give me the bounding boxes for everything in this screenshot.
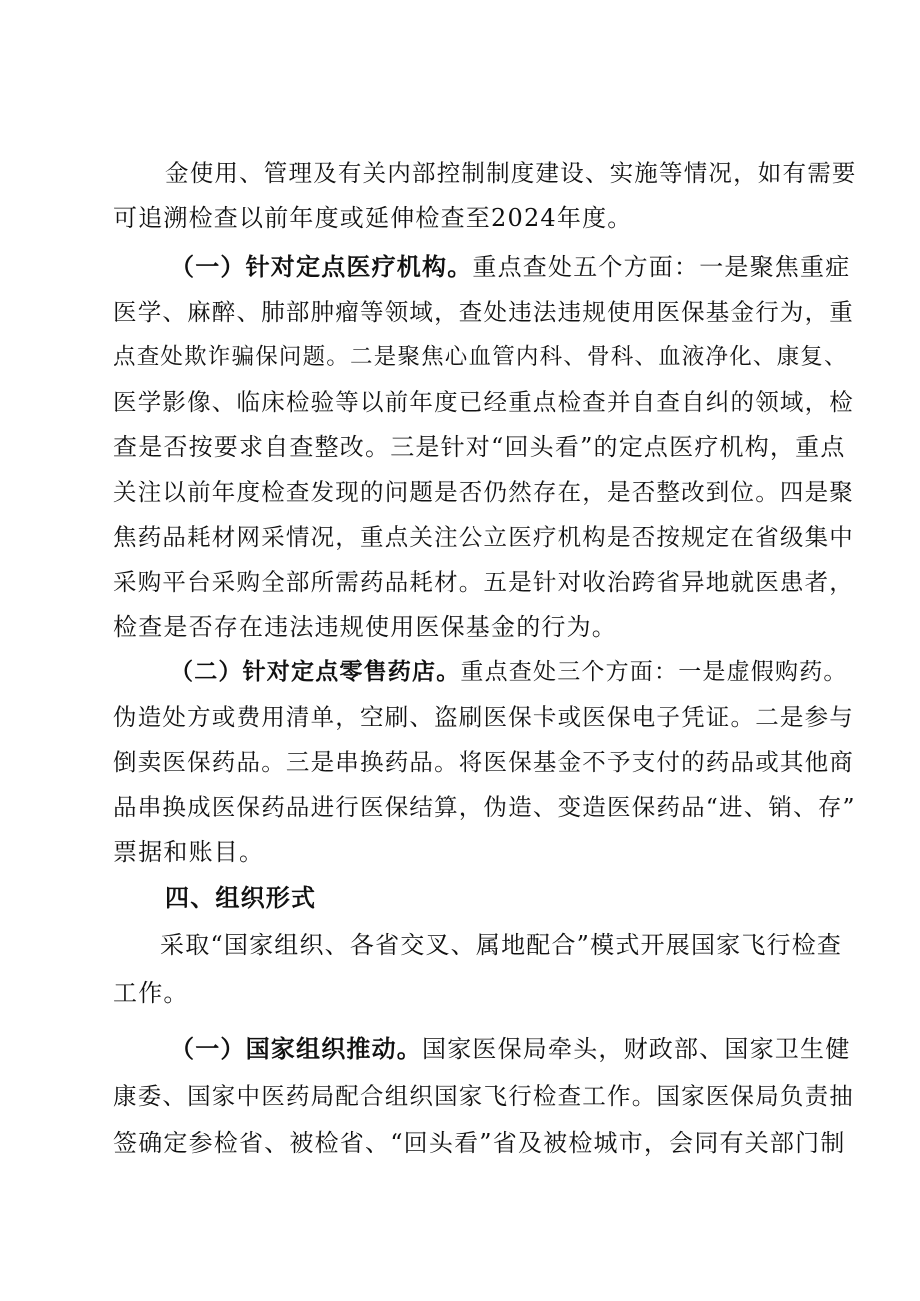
paragraph-first-line [170,252,850,282]
text-line: 康委、国家中医药局配合组织国家飞行检查工作。国家医保局负责抽 [113,1082,854,1110]
text-line: 点查处欺诈骗保问题。二是聚焦心血管内科、骨科、血液净化、康复、 [113,344,848,370]
text-line: 品串换成医保药品进行医保结算，伪造、变造医保药品“进、销、存” [113,793,856,821]
text-line: 检查是否存在违法违规使用医保基金的行为。 [113,613,617,641]
text-line: 倒卖医保药品。三是串换药品。将医保基金不予支付的药品或其他商 [113,748,854,776]
text-line: 医学、麻醉、肺部肿瘤等领域，查处违法违规使用医保基金行为，重 [113,298,854,326]
text-line: 工作。 [113,979,189,1007]
text-line: 医学影像、临床检验等以前年度已经重点检查并自查自纠的领域，检 [113,388,854,416]
text-line: 焦药品耗材网采情况，重点关注公立医疗机构是否按规定在省级集中 [113,523,854,551]
text-line: 签确定参检省、被检省、“回头看”省及被检城市，会同有关部门制 [113,1129,846,1157]
section-heading: （一）针对定点医疗机构。 [170,252,473,281]
text-line: 关注以前年度检查发现的问题是否仍然存在，是否整改到位。四是聚 [113,478,854,506]
text-line: 采取“国家组织、各省交叉、属地配合”模式开展国家飞行检查 [160,931,843,959]
paragraph-first-line [170,1034,850,1064]
text-span: 重点查处五个方面：一是聚焦重症 [472,253,851,281]
text-span: 国家医保局牵头，财政部、国家卫生健 [422,1035,851,1063]
text-line: 金使用、管理及有关内部控制制度建设、实施等情况，如有需要 [165,159,857,187]
paragraph-first-line [170,657,848,687]
section-heading: （二）针对定点零售药店。 [170,658,461,685]
text-line: 采购平台采购全部所需药品耗材。五是针对收治跨省异地就医患者， [113,568,854,596]
text-line: 伪造处方或费用清单，空刷、盗刷医保卡或医保电子凭证。二是参与 [113,703,854,731]
text-span: 重点查处三个方面：一是虚假购药。 [460,659,848,685]
text-line: 可追溯检查以前年度或延伸检查至2024年度。 [113,204,633,232]
text-line: 票据和账目。 [113,838,265,866]
section-title: 四、组织形式 [165,883,317,912]
text-line: 查是否按要求自查整改。三是针对“回头看”的定点医疗机构，重点 [113,433,846,461]
section-heading: （一）国家组织推动。 [170,1034,422,1063]
